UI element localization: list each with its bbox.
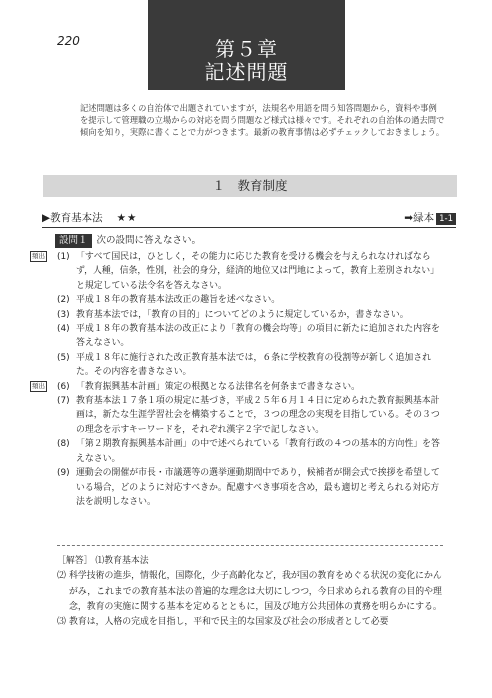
chapter-title: 記述問題 — [204, 60, 289, 84]
answer-item — [57, 569, 443, 615]
question-heading — [55, 234, 201, 248]
question-text: 「教育振興基本計画」策定の根拠となる法律名を何条まで書きなさい。 — [76, 381, 360, 392]
answers-divider — [57, 545, 443, 546]
question-item — [57, 394, 441, 437]
question-number: (6) — [57, 381, 70, 392]
question-text: 平成１８年の教育基本法改正の趣旨を述べなさい。 — [76, 295, 281, 306]
chapter-number: 第５章 — [215, 37, 278, 61]
question-number: (8) — [57, 439, 70, 450]
page-number: 220 — [57, 34, 80, 48]
subsection-header — [42, 211, 456, 228]
frequent-badge: 頻出 — [32, 252, 45, 260]
intro-paragraph: 記述問題は多くの自治体で出題されていますが，法規名や用語を問う知答問題から，資料や事例を提示して管理職の立場からの対応を問う問題など様式は様々です。それぞれの自治体の過去問で傾向を知り，実際に書くことで力がつきます。最新の教育事情は必ずチェックしておきましょう。 — [80, 103, 445, 137]
answer-item — [57, 615, 443, 630]
answer-heading — [57, 554, 443, 569]
reference-group — [404, 211, 456, 225]
question-item — [57, 308, 441, 322]
question-text: 「すべて国民は，ひとしく，その能力に応じた教育を受ける機会を与えられなければならず，人種，信条，性別，社会的身分，経済的地位又は門地によって，教育上差別されない」と規定している法令名を答えなさい。 — [76, 252, 439, 291]
answer-first: ⑴教育基本法 — [95, 556, 149, 566]
question-item — [57, 351, 441, 380]
question-text: 平成１８年の教育基本法の改正により「教育の機会均等」の項目に新たに追加された内容を答えなさい。 — [76, 324, 440, 349]
question-number: (5) — [57, 352, 70, 363]
answer-number: ⑵ — [57, 571, 66, 582]
section-title-bar: １ 教育制度 — [43, 175, 457, 197]
question-text: 平成１８年に施行された改正教育基本法では，６条に学校教育の役割等が新しく追加された。その内容を書きなさい。 — [76, 352, 431, 378]
question-label: 設問１ — [55, 234, 92, 248]
answers-section — [57, 554, 443, 630]
chapter-header — [148, 0, 345, 90]
question-item — [57, 322, 441, 351]
question-number: (4) — [57, 324, 70, 335]
subsection-label: ▶教育基本法 — [42, 212, 103, 224]
question-text: 教育基本法１７条１項の規定に基づき，平成２５年６月１４日に定められた教育振興基本計画は，新たな生涯学習社会を構築することで，３つの理念の実現を目指している。その３つの理念を示すキーワードを，それぞれ漢字２字で記しなさい。 — [76, 396, 440, 435]
difficulty-stars: ★★ — [116, 212, 138, 224]
subsection-label-group — [42, 211, 137, 225]
question-item — [57, 466, 441, 509]
answer-text: 教育は，人格の完成を目指し，平和で民主的な国家及び社会の形成者として必要 — [69, 617, 389, 628]
question-item — [32, 250, 441, 293]
question-text: 運動会の開催が市長・市議選等の選挙運動期間中であり，候補者が開会式で挨拶を希望している場合，どのように対応すべきか。配慮すべき事項を含め，最も適切と考えられる対応方法を説明しなさい。 — [76, 468, 440, 507]
question-text: 教育基本法では，「教育の目的」についてどのように規定しているか，書きなさい。 — [76, 309, 409, 320]
question-item — [32, 380, 441, 394]
question-list — [32, 250, 441, 509]
question-number: (2) — [57, 295, 70, 306]
reference-label: ➡緑本 — [404, 212, 435, 224]
question-text: 「第２期教育振興基本計画」の中で述べられている「教育行政の４つの基本的方向性」を答えなさい。 — [76, 439, 440, 464]
question-number: (7) — [57, 396, 70, 407]
question-item — [57, 293, 441, 307]
question-number: (1) — [57, 252, 70, 262]
question-instruction: 次の設問に答えなさい。 — [96, 235, 202, 246]
answer-label: ［解答］ — [57, 556, 93, 566]
answer-text: 科学技術の進歩，情報化，国際化，少子高齢化など，我が国の教育をめぐる状況の変化にかんがみ，これまでの教育基本法の普遍的な理念は大切にしつつ，今日求められる教育の目的や理念，教育の実施に関する基本を定めるとともに，国及び地方公共団体の責務を明らかにする。 — [69, 571, 442, 612]
reference-box: 1-1 — [436, 213, 456, 225]
question-number: (9) — [57, 468, 70, 479]
question-item — [57, 437, 441, 466]
frequent-badge: 頻出 — [32, 381, 45, 390]
answer-number: ⑶ — [57, 617, 66, 628]
question-number: (3) — [57, 309, 70, 320]
